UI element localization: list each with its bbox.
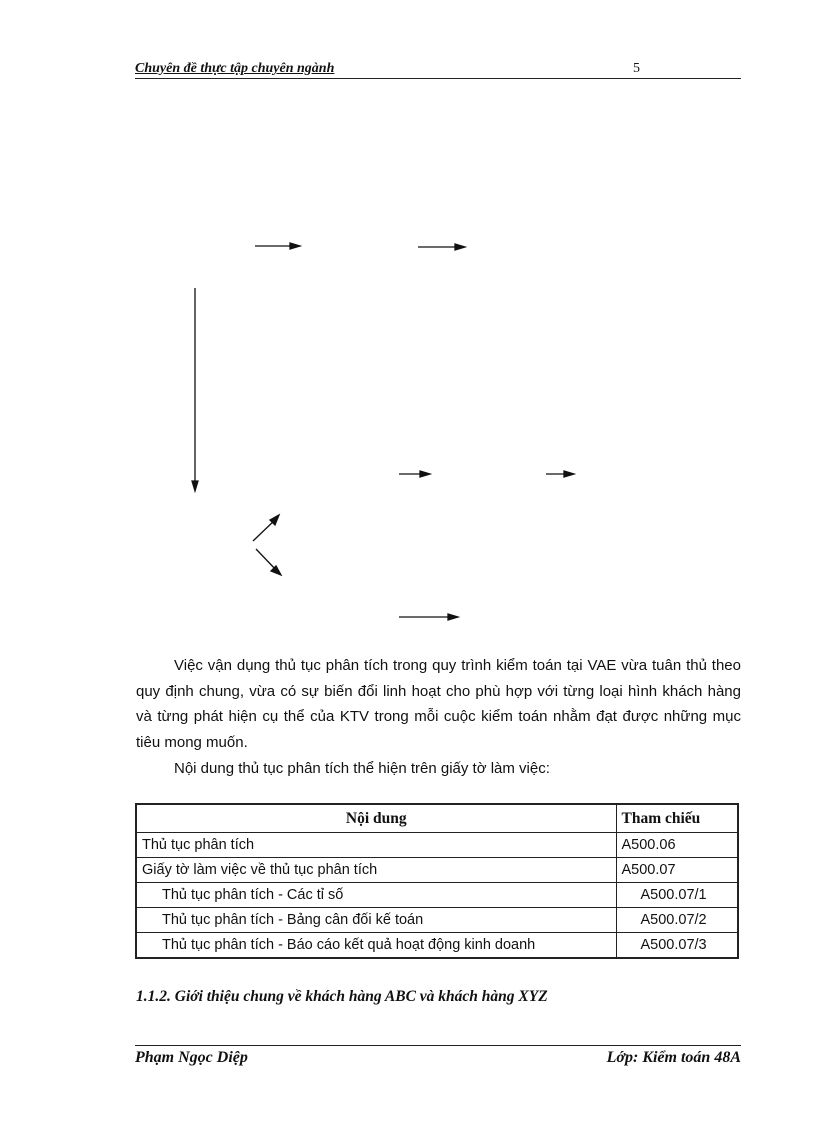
row-content: Giấy tờ làm việc về thủ tục phân tích bbox=[136, 858, 616, 883]
table-row bbox=[136, 858, 738, 883]
header-title: Chuyên đề thực tập chuyên ngành bbox=[135, 61, 335, 76]
row-content: Thủ tục phân tích - Các tỉ số bbox=[136, 883, 616, 908]
table-row bbox=[136, 883, 738, 908]
body-paragraph-1: Việc vận dụng thủ tục phân tích trong quy trình kiểm toán tại VAE vừa tuân thủ theo quy định chung, vừa có sự biến đổi linh hoạt cho phù hợp với từng loại hình khách hàng và từng phát hiện cụ thể của KTV trong mỗi cuộc kiểm toán nhằm đạt được những mục tiêu mong muốn. bbox=[136, 657, 741, 751]
page-number: 5 bbox=[633, 61, 640, 76]
header-content: Nội dung bbox=[136, 804, 616, 833]
row-reference: A500.06 bbox=[616, 833, 738, 858]
row-reference: A500.07 bbox=[616, 858, 738, 883]
arrowhead-5 bbox=[564, 471, 574, 477]
row-content: Thủ tục phân tích - Báo cáo kết quả hoạt động kinh doanh bbox=[136, 933, 616, 959]
body-paragraph-2: Nội dung thủ tục phân tích thể hiện trên giấy tờ làm việc: bbox=[174, 760, 550, 777]
footer-author: Phạm Ngọc Diệp bbox=[135, 1049, 248, 1066]
table-row bbox=[136, 908, 738, 933]
page-footer bbox=[135, 1045, 741, 1076]
arrowhead-1 bbox=[290, 243, 300, 249]
footer-class: Lớp: Kiểm toán 48A bbox=[606, 1049, 741, 1066]
row-content: Thủ tục phân tích bbox=[136, 833, 616, 858]
reference-table bbox=[135, 803, 739, 959]
arrowhead-4 bbox=[420, 471, 430, 477]
arrowhead-7 bbox=[271, 566, 281, 575]
arrowhead-2 bbox=[455, 244, 465, 250]
row-reference: A500.07/2 bbox=[616, 908, 738, 933]
row-reference: A500.07/1 bbox=[616, 883, 738, 908]
table-header-row bbox=[136, 804, 738, 833]
arrowhead-8 bbox=[448, 614, 458, 620]
row-content: Thủ tục phân tích - Bảng cân đối kế toán bbox=[136, 908, 616, 933]
table-row bbox=[136, 933, 738, 959]
section-heading: 1.1.2. Giới thiệu chung về khách hàng ABC và khách hàng XYZ bbox=[136, 988, 548, 1005]
table-row bbox=[136, 833, 738, 858]
arrowhead-3 bbox=[192, 481, 198, 491]
row-reference: A500.07/3 bbox=[616, 933, 738, 959]
header-reference: Tham chiếu bbox=[616, 804, 738, 833]
